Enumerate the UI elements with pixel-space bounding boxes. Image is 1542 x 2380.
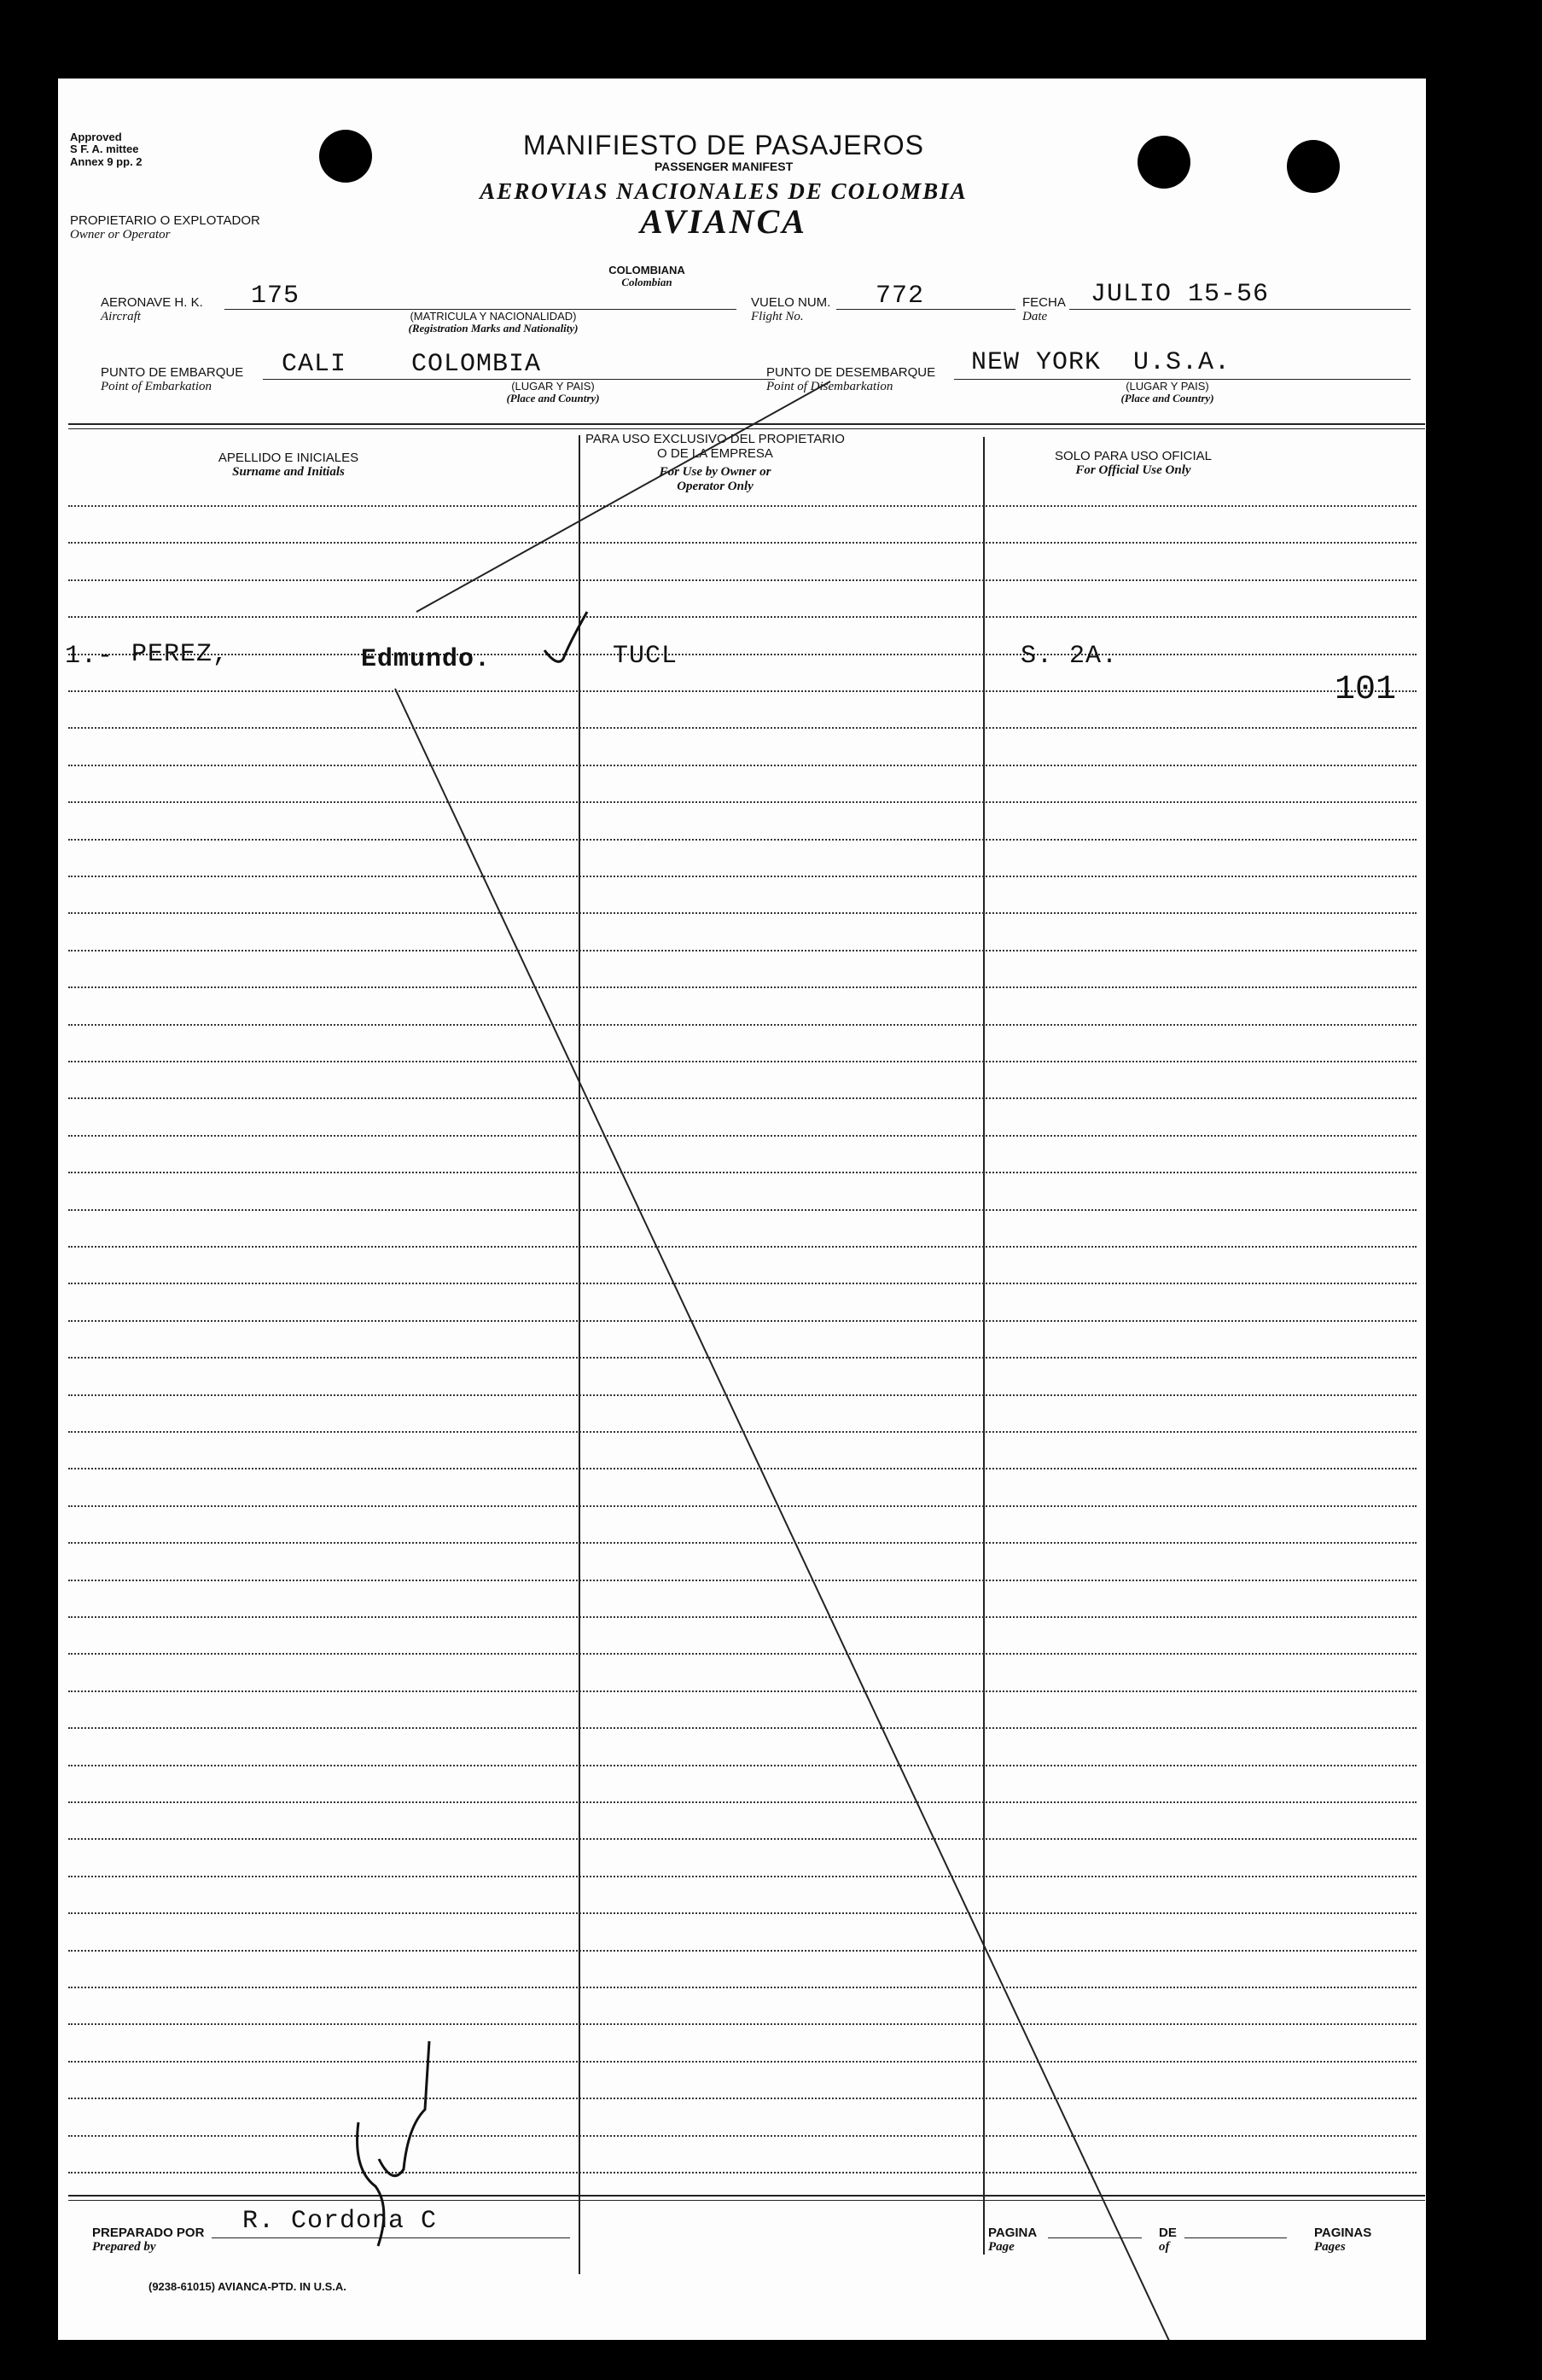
registration-label: (MATRICULA Y NACIONALIDAD) bbox=[410, 310, 577, 323]
of-label-en: of bbox=[1159, 2240, 1170, 2255]
flight-label-en: Flight No. bbox=[751, 310, 804, 324]
disembark-label: PUNTO DE DESEMBARQUE bbox=[766, 365, 936, 380]
pen-check-mark bbox=[544, 612, 587, 661]
embark-country: COLOMBIA bbox=[411, 350, 542, 379]
prepared-label: PREPARADO POR bbox=[92, 2226, 205, 2240]
disembark-place-label-en: (Place and Country) bbox=[1120, 392, 1214, 405]
page-title: MANIFIESTO DE PASAJEROS bbox=[523, 130, 924, 160]
aircraft-value: 175 bbox=[251, 282, 300, 311]
aircraft-label: AERONAVE H. K. bbox=[101, 295, 203, 310]
pen-long-strike bbox=[395, 689, 1189, 2340]
row-1-owner-use: TUCL bbox=[613, 642, 678, 671]
flight-label: VUELO NUM. bbox=[751, 295, 831, 310]
owner-label: PROPIETARIO O EXPLOTADOR bbox=[70, 213, 260, 228]
manifest-sheet bbox=[58, 79, 1426, 2340]
embark-place-label-en: (Place and Country) bbox=[506, 392, 600, 405]
row-1-given: Edmundo. bbox=[361, 645, 492, 674]
col-surname-label-en: Surname and Initials bbox=[232, 465, 345, 480]
approval-line-3: Annex 9 pp. 2 bbox=[70, 154, 143, 168]
disembark-label-en: Point of Disembarkation bbox=[766, 380, 893, 394]
pen-signature-mark bbox=[358, 2041, 429, 2246]
airline-brand: AVIANCA bbox=[640, 202, 807, 241]
prepared-label-en: Prepared by bbox=[92, 2240, 156, 2255]
embark-city: CALI bbox=[282, 350, 347, 379]
approval-line-2: S F. A. mittee bbox=[70, 143, 139, 156]
airline-name: AEROVIAS NACIONALES DE COLOMBIA bbox=[480, 178, 968, 204]
aircraft-label-en: Aircraft bbox=[101, 310, 141, 324]
approval-line-1: Approved bbox=[70, 131, 122, 143]
col-owner-use-2: O DE LA EMPRESA bbox=[657, 446, 773, 462]
col-surname-label: APELLIDO E INICIALES bbox=[218, 451, 359, 465]
flight-value: 772 bbox=[876, 282, 925, 311]
printer-note: (9238-61015) AVIANCA-PTD. IN U.S.A. bbox=[148, 2280, 346, 2293]
col-owner-use-1: PARA USO EXCLUSIVO DEL PROPIETARIO bbox=[585, 432, 845, 446]
row-1-surname: PEREZ, bbox=[131, 640, 230, 669]
col-official-label-en: For Official Use Only bbox=[1075, 463, 1191, 478]
disembark-place-label: (LUGAR Y PAIS) bbox=[1126, 380, 1209, 393]
registration-label-en: (Registration Marks and Nationality) bbox=[408, 322, 579, 335]
owner-label-en: Owner or Operator bbox=[70, 228, 171, 242]
disembark-value: NEW YORK U.S.A. bbox=[971, 348, 1231, 377]
nationality-label: COLOMBIANA bbox=[608, 264, 685, 276]
pages-label-en: Pages bbox=[1314, 2240, 1346, 2255]
col-owner-use-en-2: Operator Only bbox=[677, 479, 754, 493]
nationality-label-en: Colombian bbox=[621, 276, 672, 289]
prepared-value: R. Cordona C bbox=[242, 2207, 438, 2236]
page-label-en: Page bbox=[988, 2240, 1015, 2255]
date-label: FECHA bbox=[1022, 295, 1066, 310]
handwritten-number: 101 bbox=[1335, 671, 1397, 709]
embark-label: PUNTO DE EMBARQUE bbox=[101, 365, 244, 380]
page-subtitle: PASSENGER MANIFEST bbox=[654, 160, 794, 173]
embark-label-en: Point of Embarkation bbox=[101, 380, 212, 394]
pen-strokes bbox=[58, 79, 1426, 2340]
col-official-label: SOLO PARA USO OFICIAL bbox=[1055, 449, 1212, 463]
of-label: DE bbox=[1159, 2226, 1177, 2240]
pen-diagonal-stroke bbox=[416, 381, 830, 612]
pages-label: PAGINAS bbox=[1314, 2226, 1372, 2240]
embark-place-label: (LUGAR Y PAIS) bbox=[511, 380, 595, 393]
row-1-number: 1.- bbox=[65, 642, 114, 671]
page-label: PAGINA bbox=[988, 2226, 1038, 2240]
row-1-official: S. 2A. bbox=[1021, 642, 1119, 671]
col-owner-use-en-1: For Use by Owner or bbox=[659, 464, 771, 479]
date-label-en: Date bbox=[1022, 310, 1048, 324]
date-value: JULIO 15-56 bbox=[1091, 280, 1270, 309]
